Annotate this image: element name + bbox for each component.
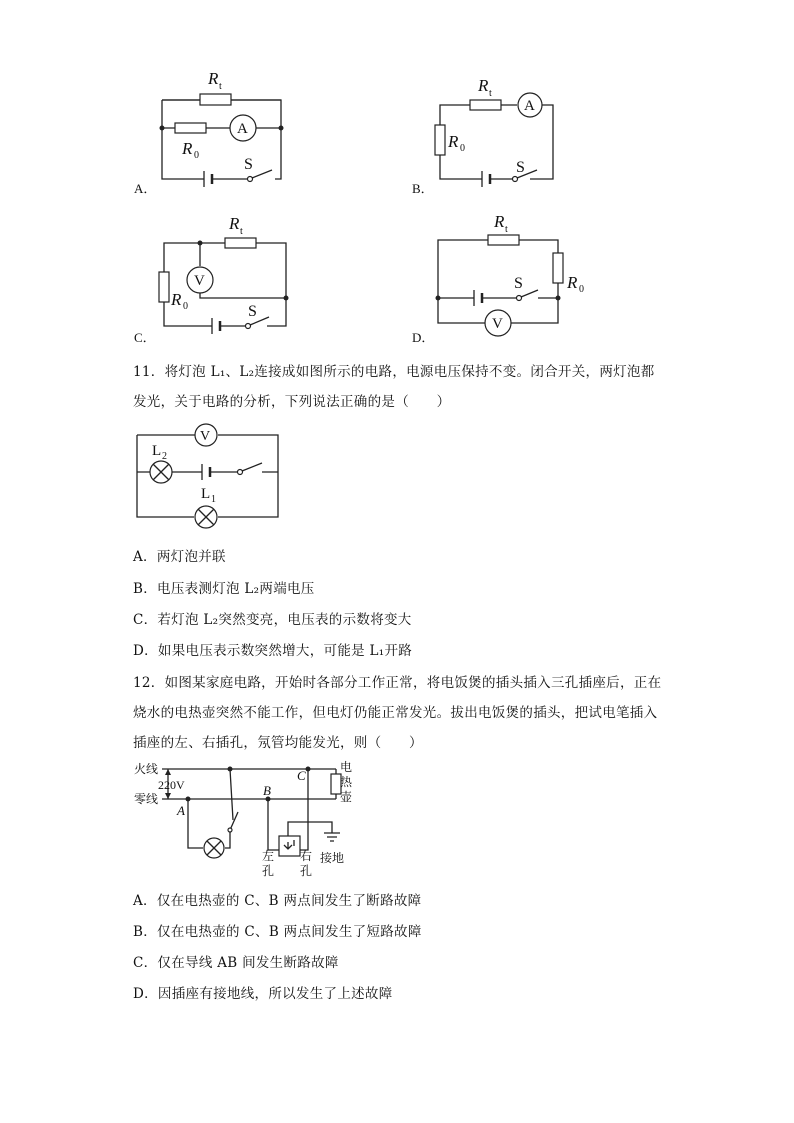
- r0-sub: 0: [460, 143, 465, 154]
- ground-label: 接地: [320, 851, 345, 865]
- r0-sub: 0: [194, 150, 199, 161]
- ammeter-label: A: [524, 98, 535, 114]
- left-hole-label-2: 孔: [262, 864, 275, 878]
- r0-label: R: [448, 132, 459, 151]
- switch-label: S: [244, 156, 253, 173]
- rt-sub: t: [505, 224, 508, 235]
- ammeter-label: A: [237, 121, 248, 137]
- point-b-label: B: [263, 783, 271, 798]
- kettle-label-3: 壶: [340, 790, 353, 804]
- q12-option-b: B．仅在电热壶的 C、B 两点间发生了短路故障: [133, 924, 422, 940]
- q12-stem-line2: 烧水的电热壶突然不能工作，但电灯仍能正常发光。拔出电饭煲的插头，把试电笔插入: [133, 705, 658, 721]
- q11-option-d: D．如果电压表示数突然增大，可能是 L₁开路: [133, 643, 413, 659]
- switch-label: S: [516, 159, 525, 176]
- left-hole-label-1: 左: [262, 849, 275, 863]
- rt-sub: t: [240, 226, 243, 237]
- r0-label: R: [171, 290, 182, 309]
- q11-option-b: B．电压表测灯泡 L₂两端电压: [133, 581, 315, 597]
- point-a-label: A: [177, 803, 185, 818]
- switch-label: S: [248, 303, 257, 320]
- rt-sub: t: [489, 88, 492, 99]
- q10-circuit-b: [428, 75, 558, 190]
- q11-option-a: A．两灯泡并联: [133, 549, 226, 565]
- q11-stem-line2: 发光，关于电路的分析，下列说法正确的是（ ）: [133, 394, 451, 410]
- q12-stem-line1: 12．如图某家庭电路，开始时各部分工作正常，将电饭煲的插头插入三孔插座后，正在: [133, 675, 662, 691]
- l1-sub: 1: [211, 494, 216, 505]
- live-label: 火线: [134, 762, 159, 776]
- voltmeter-label: V: [492, 316, 503, 332]
- meter-label: V: [200, 429, 211, 444]
- rt-label: R: [208, 69, 219, 88]
- q11-circuit: [130, 420, 290, 525]
- q10-option-a-letter: A．: [134, 181, 157, 196]
- q10-option-c-letter: C．: [134, 330, 156, 345]
- rt-label: R: [229, 214, 240, 233]
- q10-circuit-a: [150, 62, 300, 192]
- voltmeter-label: V: [194, 273, 205, 289]
- q12-option-a: A．仅在电热壶的 C、B 两点间发生了断路故障: [133, 893, 422, 909]
- r0-label: R: [567, 273, 578, 292]
- r0-label: R: [182, 139, 193, 158]
- point-c-label: C: [297, 768, 306, 783]
- voltage-label: 220V: [158, 778, 185, 792]
- q11-stem-line1: 11．将灯泡 L₁、L₂连接成如图所示的电路，电源电压保持不变。闭合开关，两灯泡都: [133, 364, 655, 380]
- rt-label: R: [478, 76, 489, 95]
- q11-option-c: C．若灯泡 L₂突然变亮，电压表的示数将变大: [133, 612, 412, 628]
- q10-circuit-c: [150, 210, 295, 335]
- kettle-label-1: 电: [340, 760, 353, 774]
- rt-sub: t: [219, 81, 222, 92]
- q12-stem-line3: 插座的左、右插孔，氖管均能发光，则（ ）: [133, 735, 423, 751]
- neutral-label: 零线: [134, 792, 159, 806]
- l2-label: L: [152, 443, 162, 459]
- l2-sub: 2: [162, 451, 167, 462]
- q10-option-b-letter: B．: [412, 181, 434, 196]
- q10-circuit-d: [428, 208, 584, 336]
- rt-label: R: [494, 212, 505, 231]
- q12-household-circuit: [130, 758, 360, 878]
- q10-option-d-letter: D．: [412, 330, 435, 345]
- r0-sub: 0: [579, 284, 584, 295]
- q12-option-c: C．仅在导线 AB 间发生断路故障: [133, 955, 339, 971]
- switch-label: S: [514, 275, 523, 292]
- r0-sub: 0: [183, 301, 188, 312]
- right-hole-label-2: 孔: [300, 864, 313, 878]
- l1-label: L: [201, 486, 211, 502]
- right-hole-label-1: 右: [300, 849, 313, 863]
- kettle-label-2: 热: [340, 775, 353, 789]
- q12-option-d: D．因插座有接地线，所以发生了上述故障: [133, 986, 393, 1002]
